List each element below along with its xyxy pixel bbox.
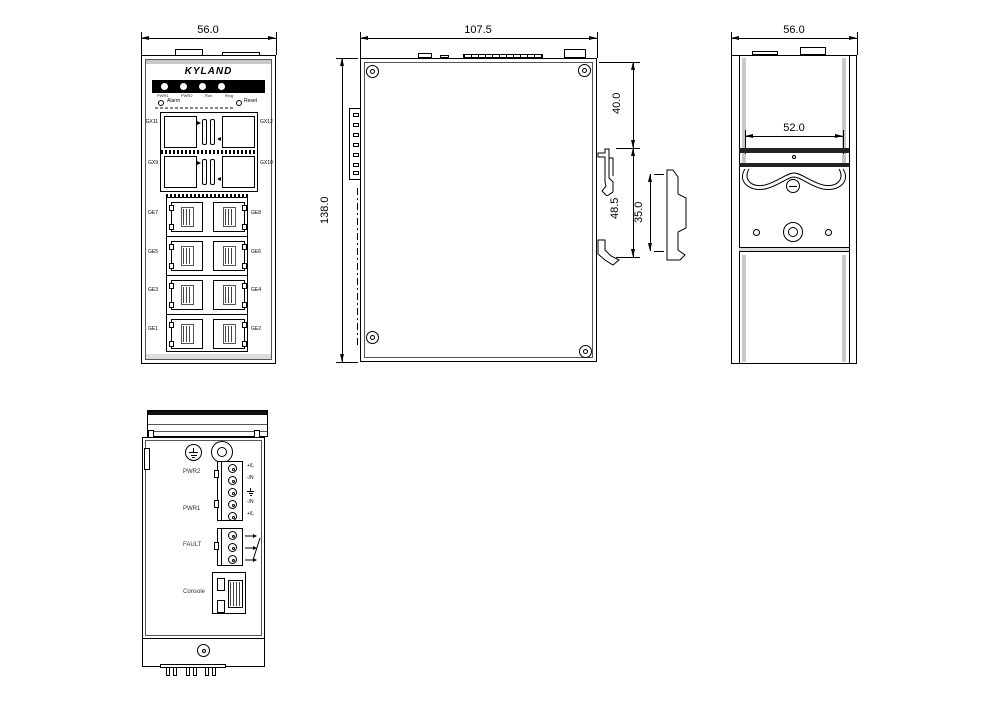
top-tab	[800, 47, 826, 55]
bracket-hole-icon	[792, 155, 796, 159]
dimension-line	[342, 58, 343, 362]
front-view	[130, 18, 290, 370]
jack-tab	[242, 341, 247, 347]
sfp-port-label: GX9	[147, 160, 158, 166]
clip-span-dimension: 48.5	[609, 197, 621, 219]
vent-slot	[353, 163, 359, 167]
terminal-tab	[214, 470, 219, 478]
edge-clip	[144, 448, 150, 470]
jack-tab	[242, 205, 247, 211]
relay-contact-icon	[245, 530, 263, 566]
led-label: PWR1	[157, 93, 169, 98]
jack-tab	[242, 283, 247, 289]
hatch-divider	[161, 150, 257, 154]
vent-slot	[353, 143, 359, 147]
dimension-arrow	[648, 174, 652, 182]
power-pin-label: +/L	[247, 463, 255, 469]
power-terminal-block	[221, 461, 243, 521]
alarm-label: Alarm	[167, 98, 181, 104]
row-divider	[167, 275, 247, 276]
jack-latch	[217, 578, 225, 591]
dimension-line	[360, 38, 597, 39]
connector-pin	[193, 667, 197, 676]
top-shade-strip	[146, 60, 271, 64]
din-rail-profile	[630, 160, 700, 270]
band-dark-strip	[148, 411, 267, 415]
rj45-jack	[171, 280, 203, 310]
power-pin-label: -/N	[247, 475, 254, 481]
back-inner-width-dimension: 52.0	[783, 122, 805, 134]
top-tab	[564, 49, 586, 58]
bottom-screw-icon	[197, 644, 210, 657]
side-height-dimension: 138.0	[319, 196, 331, 224]
sfp-cage	[222, 116, 255, 148]
side-flange-line	[739, 55, 740, 364]
jack-pins	[230, 582, 241, 606]
rj45-port-block	[166, 197, 248, 352]
rj45-port-label: GE6	[251, 249, 262, 255]
sfp-port-label: GX12	[260, 119, 273, 125]
panel-edge-dashline	[357, 188, 358, 348]
dimension-extension-line	[597, 32, 598, 58]
led-run-icon	[199, 83, 206, 90]
jack-pins	[225, 287, 234, 303]
sfp-latch	[202, 119, 207, 145]
corner-screw-icon	[579, 345, 592, 358]
rj45-jack	[213, 202, 245, 232]
rj45-port-label: GE1	[147, 326, 158, 332]
console-rj45-jack	[212, 572, 246, 614]
jack-tab	[169, 244, 174, 250]
dimension-arrow	[631, 148, 635, 156]
dimension-line	[745, 136, 843, 137]
back-case	[731, 55, 857, 364]
jack-tab	[242, 244, 247, 250]
connector-pin	[186, 667, 190, 676]
rj45-port-label: GE7	[147, 210, 158, 216]
connector-pin	[173, 667, 177, 676]
dimension-extension-line	[857, 32, 858, 55]
bottom-view	[135, 403, 295, 688]
jack-pins	[183, 209, 192, 225]
reset-label: Reset	[244, 98, 258, 104]
sfp-latch	[202, 159, 207, 185]
sfp-cage	[164, 116, 197, 148]
corner-screw-icon	[366, 331, 379, 344]
dimension-arrow	[835, 134, 843, 138]
rj45-port-label: GE2	[251, 326, 262, 332]
rj45-port-label: GE4	[251, 287, 262, 293]
dimension-arrow	[849, 36, 857, 40]
jack-pins	[225, 248, 234, 264]
dimension-arrow	[731, 36, 739, 40]
jack-tab	[242, 263, 247, 269]
pwr1-label: PWR1	[183, 506, 201, 512]
din-rail-cross-section	[662, 166, 696, 264]
connector-pin	[166, 667, 170, 676]
jack-tab	[242, 224, 247, 230]
bracket-screw-icon	[783, 222, 803, 242]
brand-logo: KYLAND	[184, 66, 233, 77]
jack-pins	[225, 326, 234, 342]
row-divider	[167, 236, 247, 237]
rj45-jack	[213, 280, 245, 310]
dimension-arrow	[745, 134, 753, 138]
mounting-hole-icon	[211, 441, 233, 463]
earth-ground-icon	[185, 444, 202, 461]
dimension-arrow	[141, 36, 149, 40]
dimension-arrow	[631, 140, 635, 148]
flange-shade	[842, 255, 846, 362]
rj45-jack	[213, 241, 245, 271]
pwr2-label: PWR2	[183, 469, 201, 475]
flange-shade	[742, 255, 746, 362]
jack-pins	[183, 287, 192, 303]
latch-arrow-icon	[197, 121, 201, 125]
jack-pins	[225, 209, 234, 225]
dimension-extension-line	[276, 32, 277, 55]
console-label: Console	[183, 589, 206, 595]
bracket-bottom-line	[739, 251, 849, 252]
dimension-arrow	[268, 36, 276, 40]
dimension-line	[633, 62, 634, 148]
sfp-port-block	[160, 112, 258, 192]
jack-tab	[169, 205, 174, 211]
rj45-port-label: GE3	[147, 287, 158, 293]
dimension-line	[141, 38, 276, 39]
sfp-cage	[164, 156, 197, 188]
rj45-jack	[171, 202, 203, 232]
bottom-band-divider	[142, 638, 265, 639]
fine-print-line	[155, 107, 233, 109]
row-divider	[167, 314, 247, 315]
bottom-shade-strip	[146, 354, 271, 359]
earth-pin-icon	[247, 488, 255, 496]
led-bar	[152, 80, 265, 93]
vent-slot	[353, 171, 359, 175]
connector-pin	[212, 667, 216, 676]
rj45-port-label: GE8	[251, 210, 262, 216]
bracket-screw-icon	[786, 179, 800, 193]
dimension-arrow	[589, 36, 597, 40]
dimension-arrow	[631, 62, 635, 70]
terminal-tab	[214, 542, 219, 550]
jack-pins	[183, 248, 192, 264]
power-pin-label: -/N	[247, 499, 254, 505]
jack-tab	[169, 322, 174, 328]
rj45-jack	[213, 319, 245, 349]
rj45-jack	[171, 241, 203, 271]
sfp-cage	[222, 156, 255, 188]
vent-slot	[353, 113, 359, 117]
sfp-port-label: GX11	[145, 119, 158, 125]
rj45-jack	[171, 319, 203, 349]
side-width-dimension: 107.5	[464, 24, 492, 36]
vent-slot	[353, 133, 359, 137]
connector-pin	[205, 667, 209, 676]
latch-arrow-icon	[217, 177, 221, 181]
jack-tab	[242, 302, 247, 308]
front-width-dimension: 56.0	[197, 24, 219, 36]
latch-arrow-icon	[197, 161, 201, 165]
top-edge-band	[147, 410, 268, 437]
dimension-arrow	[360, 36, 368, 40]
dimension-line	[731, 38, 857, 39]
side-case-inner-line	[364, 62, 593, 358]
terminal-tab	[214, 500, 219, 508]
dimension-arrow	[340, 354, 344, 362]
jack-tab	[169, 263, 174, 269]
bracket-hole-icon	[753, 229, 760, 236]
bracket-hole-icon	[825, 229, 832, 236]
led-label: Run	[204, 93, 213, 98]
side-flange-line	[849, 55, 850, 364]
led-label: PWR2	[180, 93, 193, 98]
dimension-extension-line	[654, 251, 664, 252]
dimension-arrow	[648, 243, 652, 251]
led-pwr1-icon	[161, 83, 168, 90]
rail-height-dimension: 35.0	[633, 201, 645, 224]
back-width-dimension: 56.0	[783, 24, 805, 36]
dimension-extension-line	[336, 362, 358, 363]
vent-slot	[353, 123, 359, 127]
alarm-led-icon	[158, 100, 164, 106]
led-ring-icon	[218, 83, 225, 90]
fault-terminal-block	[221, 528, 243, 566]
jack-tab	[242, 322, 247, 328]
clip-top-dimension: 40.0	[611, 92, 623, 115]
side-view	[318, 18, 648, 368]
jack-tab	[169, 302, 174, 308]
dimension-extension-line	[654, 174, 664, 175]
dimension-line	[650, 174, 651, 251]
rj45-port-label: GE5	[147, 249, 158, 255]
fault-label: FAULT	[183, 542, 202, 548]
bracket-bar	[739, 148, 849, 153]
jack-tab	[169, 283, 174, 289]
dimension-extension-line	[616, 148, 640, 149]
jack-latch	[217, 600, 225, 613]
sfp-port-label: GX10	[260, 160, 273, 166]
jack-pins	[183, 326, 192, 342]
side-vent-block	[349, 108, 361, 180]
led-pwr2-icon	[180, 83, 187, 90]
vent-slot	[353, 153, 359, 157]
corner-screw-icon	[578, 64, 591, 77]
power-pin-label: +/L	[247, 511, 255, 517]
dimension-arrow	[340, 58, 344, 66]
back-view	[720, 18, 870, 370]
jack-tab	[169, 341, 174, 347]
led-label: Ring	[224, 93, 233, 98]
reset-button-icon	[236, 100, 242, 106]
corner-screw-icon	[366, 65, 379, 78]
sfp-latch	[210, 159, 215, 185]
jack-tab	[169, 224, 174, 230]
sfp-latch	[210, 119, 215, 145]
latch-arrow-icon	[217, 137, 221, 141]
